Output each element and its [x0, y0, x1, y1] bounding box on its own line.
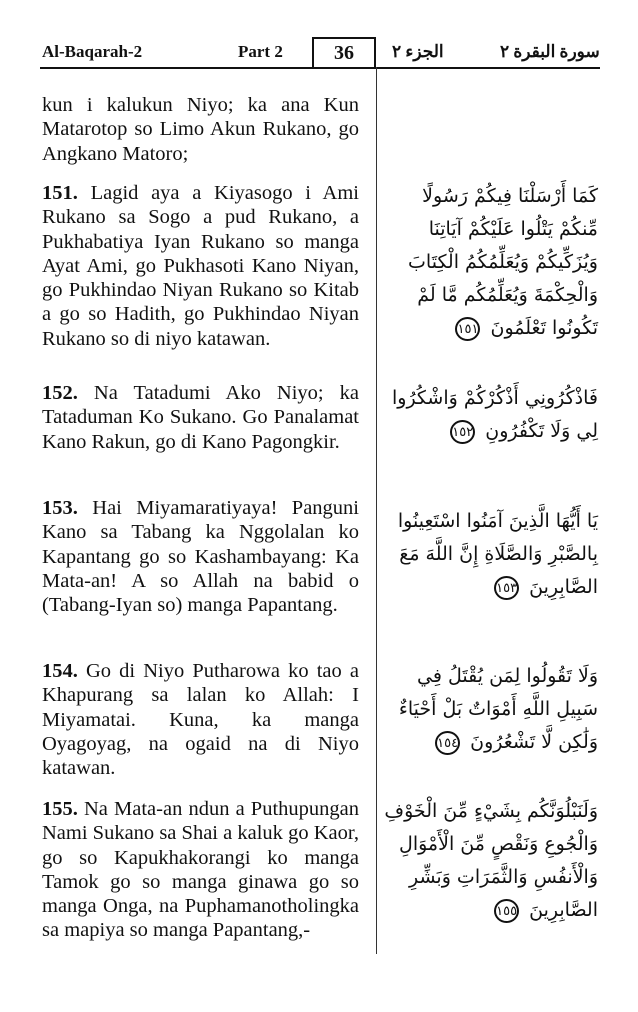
- verse-number: 154.: [42, 660, 78, 682]
- header-rule: [40, 67, 600, 69]
- arabic-verse-153: [384, 505, 598, 604]
- translation-text: Na Mata-an ndun a Puthupungan Nami Sukano sa Shai a kaluk go Kaor, go so Kapukhakorangi ko manga Tamok go so manga ginawa go so manga Onga, na Puphamanotholingka sa mapiya so manga Papantang,-: [42, 798, 359, 942]
- translation-verse-153: [42, 496, 359, 617]
- ayah-marker: ١٥١: [455, 317, 480, 341]
- translation-continued: [42, 93, 359, 166]
- ayah-marker: ١٥٣: [494, 576, 519, 600]
- running-head-juz-arabic: الجزء ٢: [392, 42, 444, 61]
- page-number: 36: [312, 37, 376, 67]
- column-divider: [376, 67, 377, 954]
- translation-verse-152: [42, 381, 359, 454]
- arabic-verse-152: [384, 382, 598, 448]
- arabic-text: كَمَا أَرْسَلْنَا فِيكُمْ رَسُولًا مِّنكُمْ يَتْلُوا عَلَيْكُمْ آيَاتِنَا وَيُزَكِّيكُمْ وَيُعَلِّمُكُمُ الْكِتَابَ وَالْحِكْمَةَ وَيُعَلِّمُكُم مَّا لَمْ تَكُونُوا تَعْلَمُونَ: [408, 185, 598, 339]
- running-head-surah-arabic: سورة البقرة ٢: [500, 42, 600, 61]
- ayah-marker: ١٥٥: [494, 899, 519, 923]
- arabic-text: فَاذْكُرُونِي أَذْكُرْكُمْ وَاشْكُرُوا لِي وَلَا تَكْفُرُونِ: [391, 387, 598, 442]
- translation-text: Go di Niyo Putharowa ko tao a Khapurang sa lalan ko Allah: I Miyamatai. Kuna, ka manga Oyagoyag, na ogaid na di Niyo katawan.: [42, 660, 359, 780]
- translation-text: Na Tatadumi Ako Niyo; ka Tataduman Ko Sukano. Go Panalamat Kano Rakun, go di Kano Pagongkir.: [42, 382, 359, 453]
- verse-number: 151.: [42, 182, 78, 204]
- arabic-verse-154: [384, 660, 598, 759]
- arabic-text: وَلَنَبْلُوَنَّكُم بِشَيْءٍ مِّنَ الْخَوْفِ وَالْجُوعِ وَنَقْصٍ مِّنَ الْأَمْوَالِ وَالْأَنفُسِ وَالثَّمَرَاتِ وَبَشِّرِ الصَّابِرِينَ: [384, 800, 598, 921]
- verse-number: 155.: [42, 798, 78, 820]
- translation-verse-154: [42, 659, 359, 780]
- verse-number: 152.: [42, 382, 78, 404]
- translation-text: Hai Miyamaratiyaya! Panguni Kano sa Tabang ka Nggolalan ko Kapantang go so Kashambayang: Ka Mata-an! A so Allah na babid o (Tabang-Iyan so) manga Papantang.: [42, 497, 359, 617]
- arabic-verse-151: [384, 180, 598, 345]
- ayah-marker: ١٥٢: [450, 420, 475, 444]
- ayah-marker: ١٥٤: [435, 731, 460, 755]
- arabic-text: يَا أَيُّهَا الَّذِينَ آمَنُوا اسْتَعِينُوا بِالصَّبْرِ وَالصَّلَاةِ إِنَّ اللَّهَ مَعَ الصَّابِرِينَ: [397, 510, 598, 598]
- arabic-verse-155: [384, 795, 598, 927]
- verse-number: 153.: [42, 497, 78, 519]
- arabic-text: وَلَا تَقُولُوا لِمَن يُقْتَلُ فِي سَبِيلِ اللَّهِ أَمْوَاتٌ بَلْ أَحْيَاءٌ وَلَٰكِن لَّا تَشْعُرُونَ: [398, 665, 598, 753]
- translation-text: kun i kalukun Niyo; ka ana Kun Matarotop so Limo Akun Rukano, go Angkano Matoro;: [42, 94, 359, 165]
- running-head-part: Part 2: [238, 42, 283, 61]
- translation-verse-155: [42, 797, 359, 943]
- translation-text: Lagid aya a Kiyasogo i Ami Rukano sa Sogo a pud Rukano, a Pukhabatiya Iyan Rukano so manga Ayat Ami, go Pukhasoti Kano Niyan, go Pukhindao Niyan Rukano so Kitab a go so Hadith, go Pukhindao Niyan Rukano so di niyo katawan.: [42, 182, 359, 350]
- running-head-surah: Al-Baqarah-2: [42, 42, 143, 61]
- translation-verse-151: [42, 181, 359, 351]
